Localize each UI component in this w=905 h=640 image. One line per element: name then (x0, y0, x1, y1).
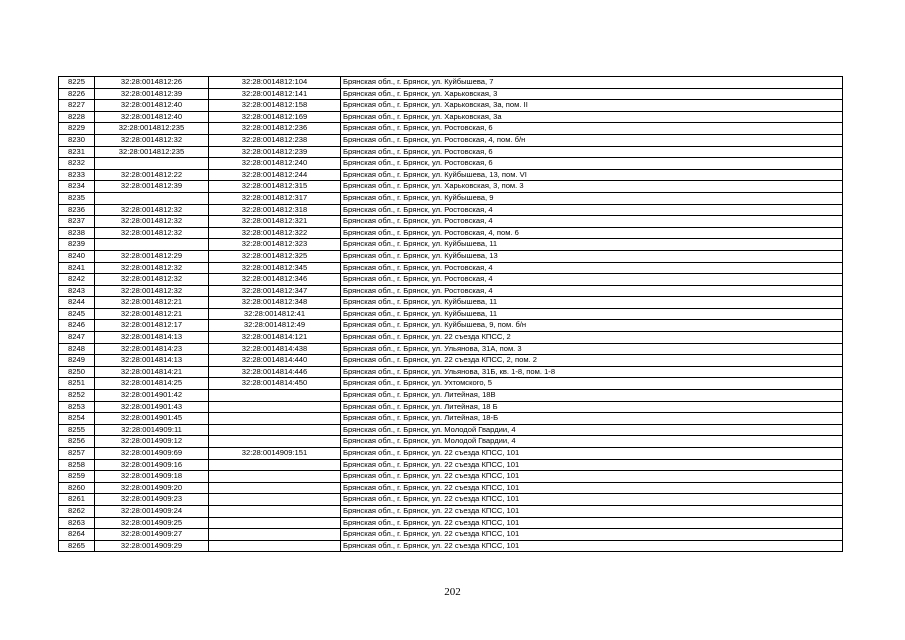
address-cell: Брянская обл., г. Брянск, ул. 22 съезда КПСС, 101 (341, 529, 843, 541)
row-number-cell: 8242 (59, 274, 95, 286)
table-row (59, 401, 843, 413)
object-number-cell (209, 471, 341, 483)
parcel-number-cell: 32:28:0014812:32 (95, 204, 209, 216)
object-number-cell (209, 505, 341, 517)
parcel-number-cell: 32:28:0014812:32 (95, 262, 209, 274)
address-cell: Брянская обл., г. Брянск, ул. Куйбышева, 11 (341, 239, 843, 251)
table-row (59, 146, 843, 158)
parcel-number-cell: 32:28:0014812:32 (95, 134, 209, 146)
row-number-cell: 8231 (59, 146, 95, 158)
address-cell: Брянская обл., г. Брянск, ул. Литейная, 18 Б (341, 401, 843, 413)
parcel-number-cell (95, 192, 209, 204)
parcel-number-cell: 32:28:0014812:26 (95, 77, 209, 89)
row-number-cell: 8228 (59, 111, 95, 123)
table-row (59, 308, 843, 320)
row-number-cell: 8237 (59, 216, 95, 228)
table-row (59, 250, 843, 262)
table-row (59, 274, 843, 286)
parcel-number-cell: 32:28:0014909:27 (95, 529, 209, 541)
address-cell: Брянская обл., г. Брянск, ул. 22 съезда КПСС, 101 (341, 494, 843, 506)
object-number-cell (209, 529, 341, 541)
object-number-cell: 32:28:0014814:440 (209, 355, 341, 367)
parcel-number-cell: 32:28:0014909:18 (95, 471, 209, 483)
parcel-number-cell: 32:28:0014909:69 (95, 448, 209, 460)
object-number-cell: 32:28:0014814:121 (209, 332, 341, 344)
object-number-cell: 32:28:0014909:151 (209, 448, 341, 460)
row-number-cell: 8240 (59, 250, 95, 262)
parcel-number-cell: 32:28:0014812:22 (95, 169, 209, 181)
address-cell: Брянская обл., г. Брянск, ул. Куйбышева, 7 (341, 77, 843, 89)
row-number-cell: 8248 (59, 343, 95, 355)
parcel-number-cell: 32:28:0014812:21 (95, 308, 209, 320)
row-number-cell: 8247 (59, 332, 95, 344)
table-row (59, 505, 843, 517)
parcel-number-cell: 32:28:0014812:32 (95, 285, 209, 297)
table-row (59, 77, 843, 89)
address-cell: Брянская обл., г. Брянск, ул. Ростовская, 4 (341, 204, 843, 216)
row-number-cell: 8262 (59, 505, 95, 517)
parcel-number-cell: 32:28:0014812:17 (95, 320, 209, 332)
object-number-cell: 32:28:0014812:347 (209, 285, 341, 297)
address-cell: Брянская обл., г. Брянск, ул. Ростовская, 4 (341, 274, 843, 286)
row-number-cell: 8235 (59, 192, 95, 204)
address-cell: Брянская обл., г. Брянск, ул. Харьковская, 3а (341, 111, 843, 123)
address-cell: Брянская обл., г. Брянск, ул. 22 съезда КПСС, 2, пом. 2 (341, 355, 843, 367)
object-number-cell (209, 424, 341, 436)
parcel-number-cell: 32:28:0014909:29 (95, 540, 209, 552)
object-number-cell (209, 413, 341, 425)
address-cell: Брянская обл., г. Брянск, ул. Ростовская, 6 (341, 123, 843, 135)
address-cell: Брянская обл., г. Брянск, ул. Молодой Гвардии, 4 (341, 424, 843, 436)
object-number-cell: 32:28:0014812:345 (209, 262, 341, 274)
parcel-number-cell: 32:28:0014901:42 (95, 390, 209, 402)
row-number-cell: 8249 (59, 355, 95, 367)
parcel-number-cell: 32:28:0014812:32 (95, 227, 209, 239)
row-number-cell: 8255 (59, 424, 95, 436)
row-number-cell: 8254 (59, 413, 95, 425)
table-row (59, 100, 843, 112)
row-number-cell: 8230 (59, 134, 95, 146)
table-row (59, 355, 843, 367)
object-number-cell: 32:28:0014814:446 (209, 366, 341, 378)
parcel-number-cell: 32:28:0014812:39 (95, 181, 209, 193)
address-cell: Брянская обл., г. Брянск, ул. Ульянова, 31А, пом. 3 (341, 343, 843, 355)
parcel-number-cell: 32:28:0014909:25 (95, 517, 209, 529)
row-number-cell: 8225 (59, 77, 95, 89)
address-cell: Брянская обл., г. Брянск, ул. 22 съезда КПСС, 101 (341, 482, 843, 494)
parcel-number-cell: 32:28:0014812:235 (95, 146, 209, 158)
object-number-cell: 32:28:0014812:322 (209, 227, 341, 239)
address-cell: Брянская обл., г. Брянск, ул. Ростовская, 6 (341, 146, 843, 158)
row-number-cell: 8234 (59, 181, 95, 193)
object-number-cell (209, 390, 341, 402)
address-cell: Брянская обл., г. Брянск, ул. Ростовская, 6 (341, 158, 843, 170)
object-number-cell: 32:28:0014812:244 (209, 169, 341, 181)
parcel-number-cell: 32:28:0014909:11 (95, 424, 209, 436)
object-number-cell (209, 401, 341, 413)
table-row (59, 285, 843, 297)
address-cell: Брянская обл., г. Брянск, ул. Ульянова, 31Б, кв. 1-8, пом. 1-8 (341, 366, 843, 378)
parcel-number-cell: 32:28:0014812:21 (95, 297, 209, 309)
address-cell: Брянская обл., г. Брянск, ул. Харьковская, 3а, пом. II (341, 100, 843, 112)
address-cell: Брянская обл., г. Брянск, ул. 22 съезда КПСС, 2 (341, 332, 843, 344)
address-cell: Брянская обл., г. Брянск, ул. Харьковская, 3 (341, 88, 843, 100)
parcel-number-cell: 32:28:0014901:45 (95, 413, 209, 425)
table-row (59, 529, 843, 541)
address-cell: Брянская обл., г. Брянск, ул. Литейная, 18В (341, 390, 843, 402)
table-row (59, 424, 843, 436)
object-number-cell: 32:28:0014812:318 (209, 204, 341, 216)
parcel-number-cell (95, 158, 209, 170)
row-number-cell: 8261 (59, 494, 95, 506)
table-row (59, 262, 843, 274)
table-row (59, 134, 843, 146)
registry-table-body (59, 77, 843, 552)
parcel-number-cell: 32:28:0014812:32 (95, 274, 209, 286)
object-number-cell: 32:28:0014814:450 (209, 378, 341, 390)
address-cell: Брянская обл., г. Брянск, ул. Ростовская, 4 (341, 262, 843, 274)
parcel-number-cell: 32:28:0014909:23 (95, 494, 209, 506)
table-row (59, 540, 843, 552)
object-number-cell: 32:28:0014812:323 (209, 239, 341, 251)
row-number-cell: 8250 (59, 366, 95, 378)
table-row (59, 459, 843, 471)
address-cell: Брянская обл., г. Брянск, ул. Куйбышева, 11 (341, 308, 843, 320)
parcel-number-cell: 32:28:0014901:43 (95, 401, 209, 413)
row-number-cell: 8232 (59, 158, 95, 170)
object-number-cell: 32:28:0014812:240 (209, 158, 341, 170)
parcel-number-cell: 32:28:0014814:21 (95, 366, 209, 378)
parcel-number-cell: 32:28:0014909:12 (95, 436, 209, 448)
address-cell: Брянская обл., г. Брянск, ул. Ростовская, 4, пом. 6 (341, 227, 843, 239)
object-number-cell: 32:28:0014812:346 (209, 274, 341, 286)
row-number-cell: 8252 (59, 390, 95, 402)
address-cell: Брянская обл., г. Брянск, ул. 22 съезда КПСС, 101 (341, 471, 843, 483)
table-row (59, 471, 843, 483)
row-number-cell: 8227 (59, 100, 95, 112)
address-cell: Брянская обл., г. Брянск, ул. Ростовская, 4 (341, 285, 843, 297)
object-number-cell: 32:28:0014812:238 (209, 134, 341, 146)
address-cell: Брянская обл., г. Брянск, ул. 22 съезда КПСС, 101 (341, 448, 843, 460)
address-cell: Брянская обл., г. Брянск, ул. Молодой Гвардии, 4 (341, 436, 843, 448)
parcel-number-cell: 32:28:0014814:25 (95, 378, 209, 390)
object-number-cell (209, 482, 341, 494)
object-number-cell: 32:28:0014812:104 (209, 77, 341, 89)
object-number-cell: 32:28:0014814:438 (209, 343, 341, 355)
row-number-cell: 8260 (59, 482, 95, 494)
table-row (59, 204, 843, 216)
object-number-cell: 32:28:0014812:41 (209, 308, 341, 320)
object-number-cell (209, 459, 341, 471)
parcel-number-cell: 32:28:0014909:16 (95, 459, 209, 471)
address-cell: Брянская обл., г. Брянск, ул. 22 съезда КПСС, 101 (341, 540, 843, 552)
object-number-cell (209, 436, 341, 448)
registry-table (58, 76, 843, 552)
row-number-cell: 8246 (59, 320, 95, 332)
address-cell: Брянская обл., г. Брянск, ул. Ростовская, 4, пом. б/н (341, 134, 843, 146)
table-row (59, 482, 843, 494)
object-number-cell: 32:28:0014812:49 (209, 320, 341, 332)
object-number-cell (209, 517, 341, 529)
row-number-cell: 8259 (59, 471, 95, 483)
table-row (59, 88, 843, 100)
row-number-cell: 8238 (59, 227, 95, 239)
table-row (59, 227, 843, 239)
object-number-cell: 32:28:0014812:317 (209, 192, 341, 204)
address-cell: Брянская обл., г. Брянск, ул. Ухтомского, 5 (341, 378, 843, 390)
table-row (59, 436, 843, 448)
table-row (59, 216, 843, 228)
parcel-number-cell: 32:28:0014909:24 (95, 505, 209, 517)
parcel-number-cell: 32:28:0014812:40 (95, 100, 209, 112)
row-number-cell: 8257 (59, 448, 95, 460)
row-number-cell: 8226 (59, 88, 95, 100)
row-number-cell: 8245 (59, 308, 95, 320)
row-number-cell: 8263 (59, 517, 95, 529)
address-cell: Брянская обл., г. Брянск, ул. Куйбышева, 9, пом. б/н (341, 320, 843, 332)
row-number-cell: 8264 (59, 529, 95, 541)
address-cell: Брянская обл., г. Брянск, ул. Куйбышева, 13, пом. VI (341, 169, 843, 181)
table-row (59, 448, 843, 460)
table-row (59, 390, 843, 402)
row-number-cell: 8243 (59, 285, 95, 297)
object-number-cell: 32:28:0014812:321 (209, 216, 341, 228)
parcel-number-cell: 32:28:0014812:235 (95, 123, 209, 135)
address-cell: Брянская обл., г. Брянск, ул. Куйбышева, 13 (341, 250, 843, 262)
address-cell: Брянская обл., г. Брянск, ул. 22 съезда КПСС, 101 (341, 517, 843, 529)
object-number-cell (209, 540, 341, 552)
table-row (59, 169, 843, 181)
parcel-number-cell: 32:28:0014812:32 (95, 216, 209, 228)
table-row (59, 239, 843, 251)
object-number-cell: 32:28:0014812:239 (209, 146, 341, 158)
table-row (59, 494, 843, 506)
address-cell: Брянская обл., г. Брянск, ул. Литейная, 18-Б (341, 413, 843, 425)
table-row (59, 181, 843, 193)
row-number-cell: 8253 (59, 401, 95, 413)
table-row (59, 332, 843, 344)
table-row (59, 297, 843, 309)
table-row (59, 343, 843, 355)
row-number-cell: 8239 (59, 239, 95, 251)
object-number-cell: 32:28:0014812:169 (209, 111, 341, 123)
parcel-number-cell: 32:28:0014814:23 (95, 343, 209, 355)
parcel-number-cell: 32:28:0014812:29 (95, 250, 209, 262)
row-number-cell: 8256 (59, 436, 95, 448)
table-row (59, 517, 843, 529)
row-number-cell: 8229 (59, 123, 95, 135)
page-number: 202 (444, 586, 461, 598)
row-number-cell: 8258 (59, 459, 95, 471)
table-row (59, 123, 843, 135)
address-cell: Брянская обл., г. Брянск, ул. 22 съезда КПСС, 101 (341, 459, 843, 471)
table-row (59, 158, 843, 170)
row-number-cell: 8244 (59, 297, 95, 309)
address-cell: Брянская обл., г. Брянск, ул. Ростовская, 4 (341, 216, 843, 228)
parcel-number-cell: 32:28:0014814:13 (95, 355, 209, 367)
parcel-number-cell: 32:28:0014812:39 (95, 88, 209, 100)
object-number-cell: 32:28:0014812:236 (209, 123, 341, 135)
table-row (59, 192, 843, 204)
table-row (59, 413, 843, 425)
row-number-cell: 8236 (59, 204, 95, 216)
row-number-cell: 8241 (59, 262, 95, 274)
parcel-number-cell: 32:28:0014812:40 (95, 111, 209, 123)
object-number-cell: 32:28:0014812:158 (209, 100, 341, 112)
table-row (59, 378, 843, 390)
object-number-cell: 32:28:0014812:315 (209, 181, 341, 193)
parcel-number-cell: 32:28:0014909:20 (95, 482, 209, 494)
object-number-cell: 32:28:0014812:325 (209, 250, 341, 262)
address-cell: Брянская обл., г. Брянск, ул. Куйбышева, 9 (341, 192, 843, 204)
table-row (59, 111, 843, 123)
parcel-number-cell: 32:28:0014814:13 (95, 332, 209, 344)
object-number-cell: 32:28:0014812:141 (209, 88, 341, 100)
address-cell: Брянская обл., г. Брянск, ул. Харьковская, 3, пом. 3 (341, 181, 843, 193)
table-row (59, 320, 843, 332)
address-cell: Брянская обл., г. Брянск, ул. Куйбышева, 11 (341, 297, 843, 309)
row-number-cell: 8233 (59, 169, 95, 181)
parcel-number-cell (95, 239, 209, 251)
table-row (59, 366, 843, 378)
row-number-cell: 8265 (59, 540, 95, 552)
object-number-cell: 32:28:0014812:348 (209, 297, 341, 309)
object-number-cell (209, 494, 341, 506)
address-cell: Брянская обл., г. Брянск, ул. 22 съезда КПСС, 101 (341, 505, 843, 517)
row-number-cell: 8251 (59, 378, 95, 390)
